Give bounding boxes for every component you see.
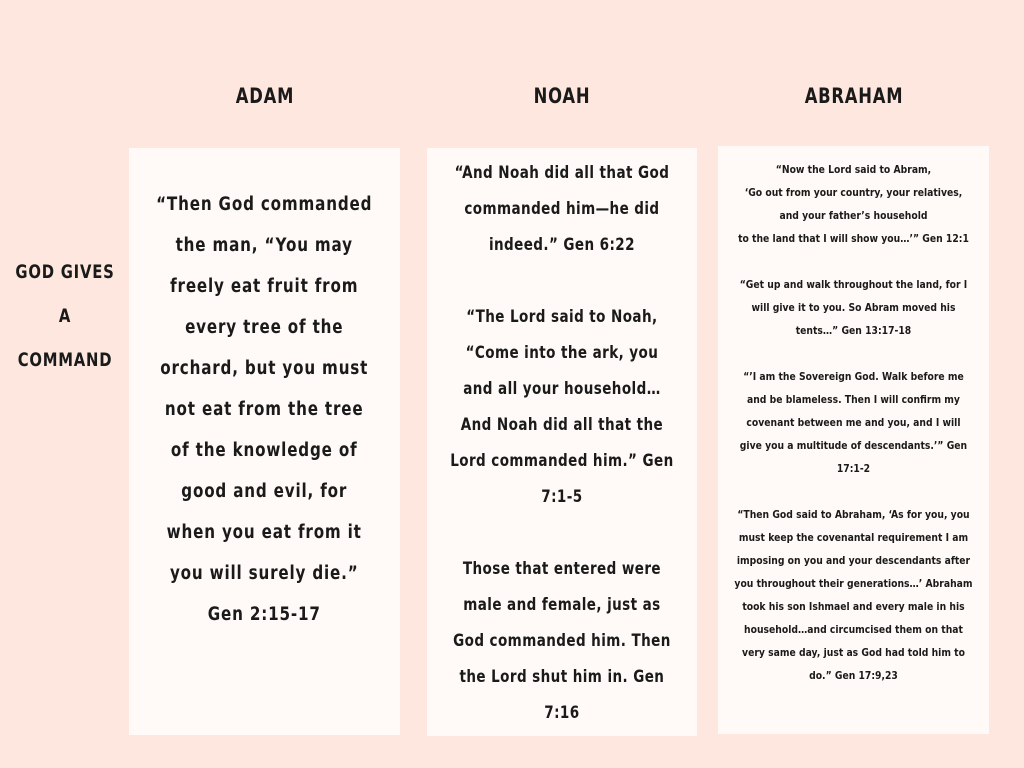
heading-abraham: ABRAHAM	[804, 84, 904, 108]
noah-quote-2: “The Lord said to Noah, “Come into the ark, you and all your household… And Noah did all that the Lord commanded him.” Gen 7:1-5	[450, 307, 674, 506]
adam-card	[129, 148, 400, 735]
abraham-quote-1: “Now the Lord said to Abram, ‘Go out from your country, your relatives, and your father’s household to the land that I will show you…’” Gen 12:1	[738, 163, 969, 245]
abraham-quote-2: “Get up and walk throughout the land, for I will give it to you. So Abram moved his tents…” Gen 13:17-18	[739, 278, 968, 337]
abraham-card	[718, 146, 989, 734]
noah-quote-3: Those that entered were male and female, just as God commanded him. Then the Lord shut him in. Gen 7:16	[453, 559, 671, 722]
heading-noah: NOAH	[533, 84, 591, 108]
abraham-quote-4: “Then God said to Abraham, ‘As for you, you must keep the covenantal requirement I am imposing on you and your descendants after you throughout their generations…’ Abraham took his son Ishmael and every male in his household…and circumcised them on that very same day, just as God had told him to do.” Gen 17:9,23	[734, 508, 973, 682]
adam-quote: “Then God commanded the man, “You may freely eat fruit from every tree of the orchard, but you must not eat from the tree of the knowledge of good and evil, for when you eat from it you will surely die.” Gen 2:15-17	[156, 194, 373, 625]
heading-adam: ADAM	[235, 84, 295, 108]
row-label-god-gives-a-command: GOD GIVES A COMMAND	[15, 261, 115, 371]
noah-quote-1: “And Noah did all that God commanded him—he did indeed.” Gen 6:22	[454, 163, 670, 254]
abraham-quote-3: “’I am the Sovereign God. Walk before me and be blameless. Then I will confirm my covenant between me and you, and I will give you a multitude of descendants.’” Gen 17:1-2	[739, 370, 968, 475]
noah-card	[427, 148, 697, 736]
